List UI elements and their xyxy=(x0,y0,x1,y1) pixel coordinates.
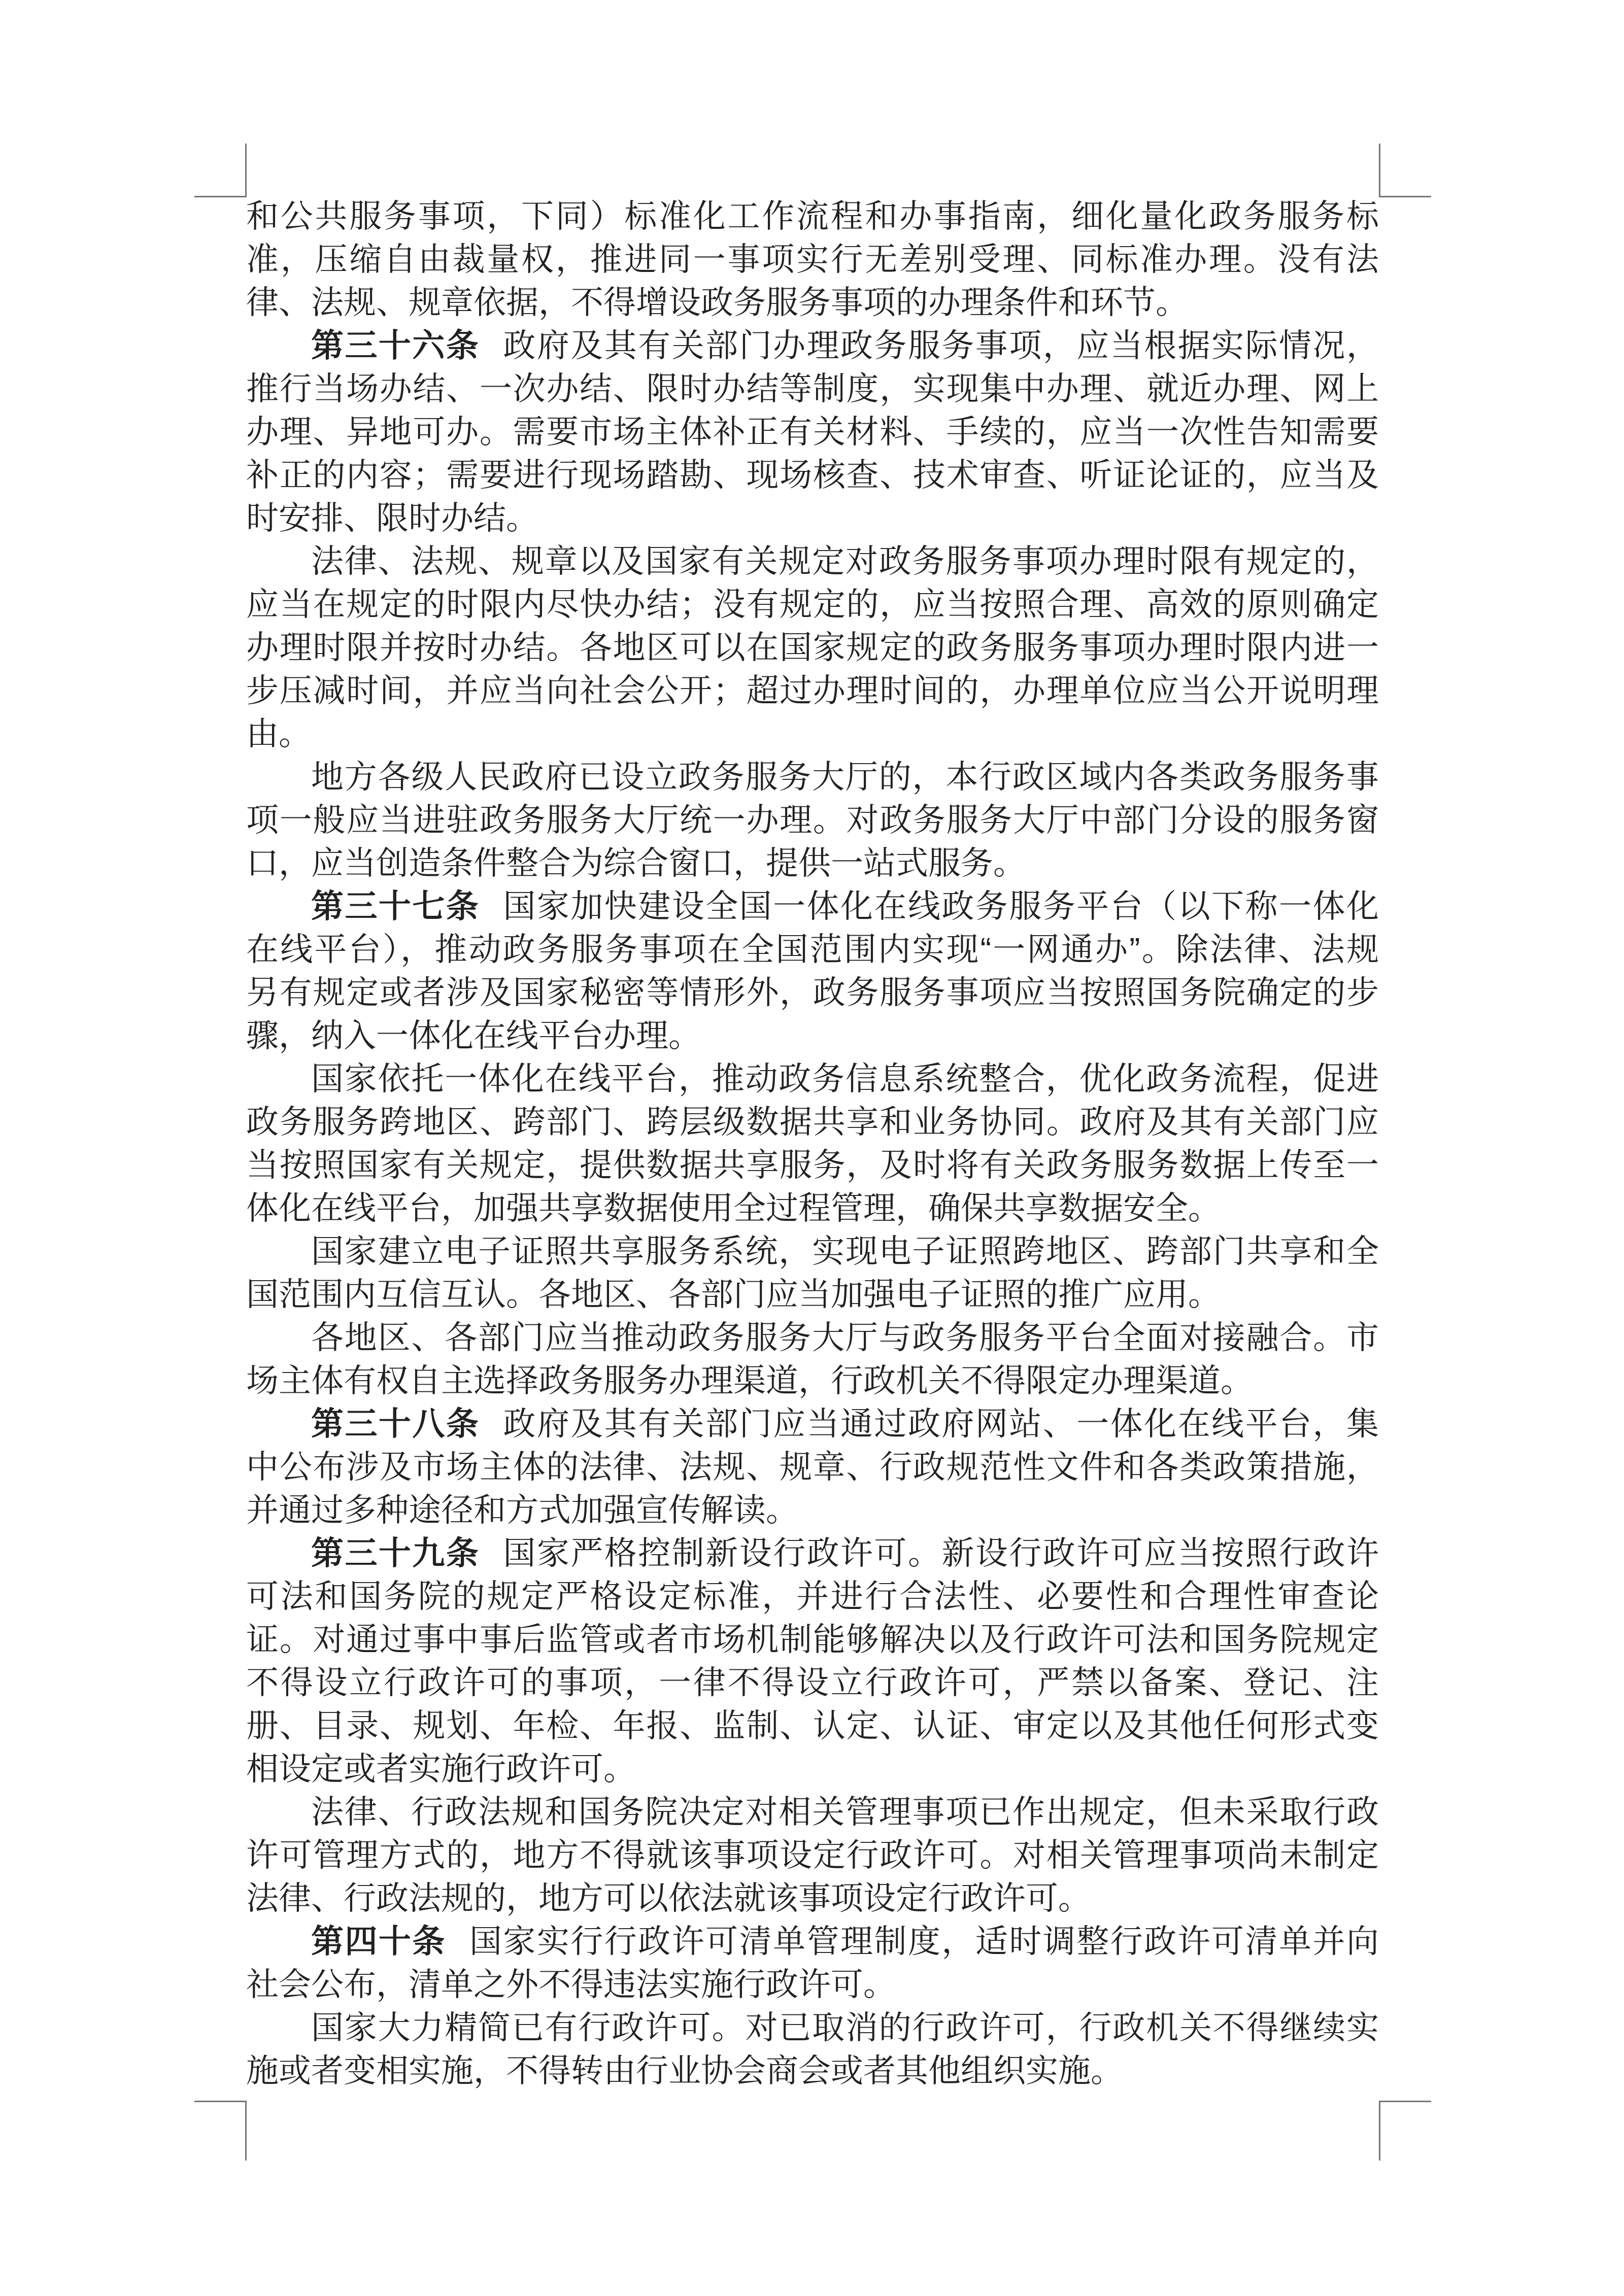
text-segment: 政府及其有关部门应当通过政府网站、一体化在线平台，集 xyxy=(503,1406,1379,1442)
paragraph xyxy=(246,324,1379,540)
article-number: 第三十六条 xyxy=(311,327,480,364)
text-line: 证。对通过事中事后监管或者市场机制能够解决以及行政许可法和国务院规定 xyxy=(246,1621,1379,1658)
text-line: 许可管理方式的，地方不得就该事项设定行政许可。对相关管理事项尚未制定 xyxy=(246,1837,1379,1873)
text-line: 骤，纳入一体化在线平台办理。 xyxy=(246,1017,701,1054)
text-line: 社会公布，清单之外不得违法实施行政许可。 xyxy=(246,1966,896,2003)
crop-mark-bottom-left xyxy=(194,2101,247,2161)
text-column xyxy=(246,195,1379,2093)
text-line: 另有规定或者涉及国家秘密等情形外，政务服务事项应当按照国务院确定的步 xyxy=(246,974,1379,1011)
text-line: 政务服务跨地区、跨部门、跨层级数据共享和业务协同。政府及其有关部门应 xyxy=(246,1104,1379,1140)
paragraph xyxy=(246,756,1379,885)
crop-mark-top-right xyxy=(1379,144,1431,197)
text-line: 口，应当创造条件整合为综合窗口，提供一站式服务。 xyxy=(246,845,1026,881)
text-segment: 国家严格控制新设行政许可。新设行政许可应当按照行政许 xyxy=(503,1535,1379,1571)
paragraph xyxy=(246,540,1379,756)
text-line: 律、法规、规章依据，不得增设政务服务事项的办理条件和环节。 xyxy=(246,284,1188,321)
article-number: 第三十七条 xyxy=(311,888,480,924)
text-line xyxy=(246,1920,1379,1963)
text-line: 国家建立电子证照共享服务系统，实现电子证照跨地区、跨部门共享和全 xyxy=(311,1233,1379,1270)
text-line: 补正的内容；需要进行现场踏勘、现场核查、技术审查、听证论证的，应当及 xyxy=(246,457,1379,493)
text-line: 各地区、各部门应当推动政务服务大厅与政务服务平台全面对接融合。市 xyxy=(311,1319,1379,1356)
text-line: 时安排、限时办结。 xyxy=(246,500,538,536)
text-segment: 政府及其有关部门办理政务服务事项，应当根据实际情况， xyxy=(503,327,1379,364)
text-segment: 国家实行行政许可清单管理制度，适时调整行政许可清单并向 xyxy=(469,1923,1379,1960)
text-line: 不得设立行政许可的事项，一律不得设立行政许可，严禁以备案、登记、注 xyxy=(246,1664,1379,1701)
paragraph xyxy=(246,885,1379,1057)
text-line: 在线平台），推动政务服务事项在全国范围内实现“一网通办”。除法律、法规 xyxy=(246,931,1379,968)
text-line: 体化在线平台，加强共享数据使用全过程管理，确保共享数据安全。 xyxy=(246,1190,1221,1226)
text-line: 中公布涉及市场主体的法律、法规、规章、行政规范性文件和各类政策措施， xyxy=(246,1449,1379,1485)
paragraph xyxy=(246,1920,1379,2006)
text-line xyxy=(246,1532,1379,1575)
text-line: 步压减时间，并应当向社会公开；超过办理时间的，办理单位应当公开说明理 xyxy=(246,672,1379,709)
text-line: 项一般应当进驻政务服务大厅统一办理。对政务服务大厅中部门分设的服务窗 xyxy=(246,802,1379,838)
text-line: 国家依托一体化在线平台，推动政务信息系统整合，优化政务流程，促进 xyxy=(311,1060,1379,1097)
article-number: 第三十八条 xyxy=(311,1406,480,1442)
text-line xyxy=(246,885,1379,928)
text-line xyxy=(246,1402,1379,1446)
crop-mark-bottom-right xyxy=(1379,2101,1431,2161)
text-line: 准，压缩自由裁量权，推进同一事项实行无差别受理、同标准办理。没有法 xyxy=(246,241,1379,278)
crop-mark-top-left xyxy=(194,144,247,197)
text-line: 册、目录、规划、年检、年报、监制、认定、认证、审定以及其他任何形式变 xyxy=(246,1707,1379,1744)
paragraph xyxy=(246,1402,1379,1532)
text-line: 和公共服务事项，下同）标准化工作流程和办事指南，细化量化政务服务标 xyxy=(246,198,1379,234)
paragraph xyxy=(246,1316,1379,1402)
paragraph xyxy=(246,1230,1379,1316)
text-line: 相设定或者实施行政许可。 xyxy=(246,1751,636,1787)
text-line: 办理、异地可办。需要市场主体补正有关材料、手续的，应当一次性告知需要 xyxy=(246,414,1379,450)
paragraph xyxy=(246,1791,1379,1920)
text-line: 由。 xyxy=(246,715,311,752)
paragraph xyxy=(246,1532,1379,1791)
text-line: 场主体有权自主选择政务服务办理渠道，行政机关不得限定办理渠道。 xyxy=(246,1362,1253,1399)
paragraph xyxy=(246,195,1379,324)
paragraph xyxy=(246,2006,1379,2093)
text-line: 可法和国务院的规定严格设定标准，并进行合法性、必要性和合理性审查论 xyxy=(246,1578,1379,1615)
text-line xyxy=(246,324,1379,367)
text-line: 办理时限并按时办结。各地区可以在国家规定的政务服务事项办理时限内进一 xyxy=(246,629,1379,666)
text-line: 国家大力精简已有行政许可。对已取消的行政许可，行政机关不得继续实 xyxy=(311,2009,1379,2046)
article-number: 第四十条 xyxy=(311,1923,446,1960)
article-number: 第三十九条 xyxy=(311,1535,480,1571)
text-line: 推行当场办结、一次办结、限时办结等制度，实现集中办理、就近办理、网上 xyxy=(246,370,1379,407)
text-line: 当按照国家有关规定，提供数据共享服务，及时将有关政务服务数据上传至一 xyxy=(246,1147,1379,1183)
paragraph xyxy=(246,1057,1379,1230)
text-line: 施或者变相实施，不得转由行业协会商会或者其他组织实施。 xyxy=(246,2052,1123,2089)
text-segment: 国家加快建设全国一体化在线政务服务平台（以下称一体化 xyxy=(503,888,1379,924)
text-line: 地方各级人民政府已设立政务服务大厅的，本行政区域内各类政务服务事 xyxy=(311,759,1379,795)
text-line: 应当在规定的时限内尽快办结；没有规定的，应当按照合理、高效的原则确定 xyxy=(246,586,1379,623)
text-line: 法律、法规、规章以及国家有关规定对政务服务事项办理时限有规定的， xyxy=(311,543,1379,579)
text-line: 国范围内互信互认。各地区、各部门应当加强电子证照的推广应用。 xyxy=(246,1276,1221,1313)
text-line: 法律、行政法规和国务院决定对相关管理事项已作出规定，但未采取行政 xyxy=(311,1794,1379,1830)
text-line: 并通过多种途径和方式加强宣传解读。 xyxy=(246,1492,798,1528)
text-line: 法律、行政法规的，地方可以依法就该事项设定行政许可。 xyxy=(246,1880,1091,1916)
